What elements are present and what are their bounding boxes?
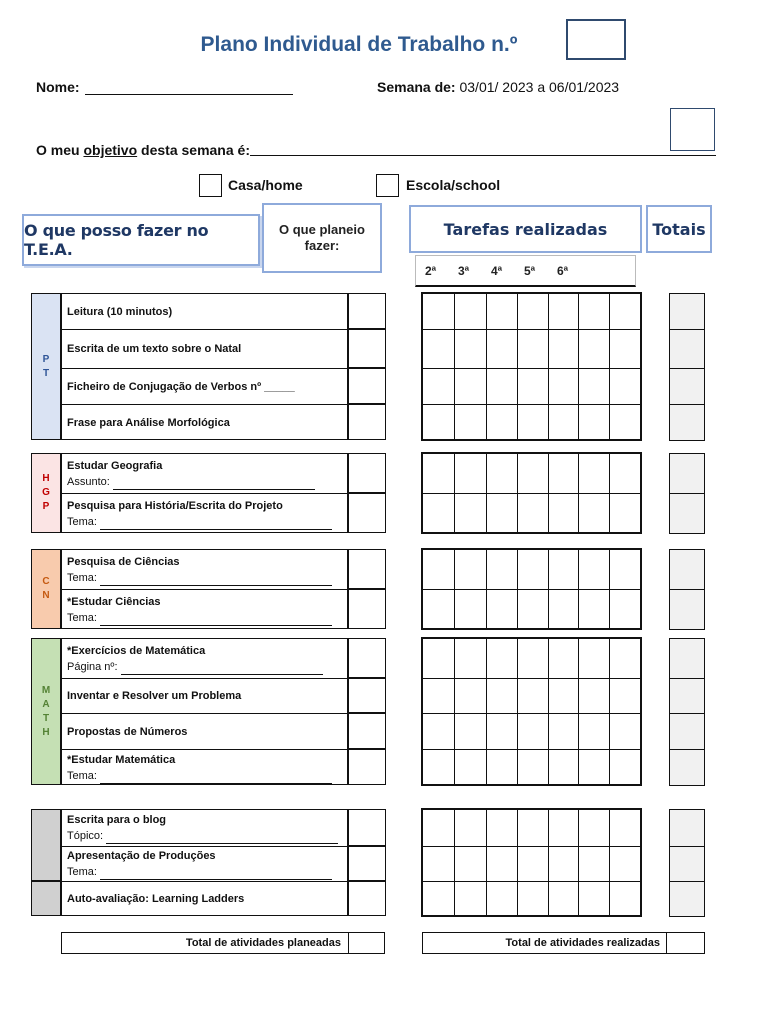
total-cell[interactable] — [669, 453, 705, 494]
task-subfield — [67, 828, 347, 844]
task-title: *Estudar Matemática — [67, 753, 176, 766]
done-grid-frame — [421, 637, 642, 786]
task-row — [61, 549, 349, 589]
task-sub-label: Tema: — [67, 866, 97, 878]
task-sub-field[interactable] — [100, 614, 332, 626]
day-label: 4ª — [491, 263, 503, 278]
plan-cell[interactable] — [349, 809, 386, 846]
total-cell[interactable] — [669, 713, 705, 750]
plan-cell[interactable] — [349, 368, 386, 404]
task-title: Pesquisa de Ciências — [67, 555, 180, 568]
task-row — [61, 493, 349, 533]
home-label: Casa/home — [228, 177, 303, 193]
plan-cell[interactable] — [349, 881, 386, 916]
task-row — [61, 404, 349, 440]
plan-number-box[interactable] — [566, 19, 626, 60]
subject-letter: M — [41, 684, 51, 696]
plan-cell[interactable] — [349, 549, 386, 589]
home-checkbox[interactable] — [199, 174, 222, 197]
total-cell[interactable] — [669, 404, 705, 441]
objective-suffix: desta semana é: — [137, 142, 250, 158]
task-subfield — [67, 474, 347, 490]
subject-letter: P — [42, 501, 50, 512]
done-total-label-box — [422, 932, 667, 954]
task-title: Ficheiro de Conjugação de Verbos nº _____ — [67, 380, 295, 393]
task-sub-field[interactable] — [100, 772, 332, 784]
task-row — [61, 678, 349, 713]
task-row — [61, 638, 349, 678]
subject-letter: H — [42, 726, 50, 738]
subject-letter: P — [42, 353, 50, 365]
done-grid-frame — [421, 292, 642, 441]
task-row — [61, 846, 349, 881]
plan-cell[interactable] — [349, 638, 386, 678]
subject-letter: A — [42, 698, 50, 710]
task-row — [61, 329, 349, 368]
task-title: Leitura (10 minutos) — [67, 305, 173, 318]
page-title: Plano Individual de Trabalho n.º — [200, 33, 518, 56]
subject-letter: C — [42, 576, 50, 587]
total-cell[interactable] — [669, 678, 705, 714]
total-cell[interactable] — [669, 881, 705, 917]
total-cell[interactable] — [669, 749, 705, 786]
subject-cell-hgp — [31, 453, 62, 533]
task-title: Frase para Análise Morfológica — [67, 416, 230, 429]
plan-header: O que planeio fazer: — [262, 203, 382, 273]
week-row — [377, 79, 619, 95]
task-sub-field[interactable] — [100, 574, 332, 586]
done-grid-frame — [421, 548, 642, 630]
task-title: *Exercícios de Matemática — [67, 644, 206, 657]
day-label: 3ª — [458, 263, 470, 278]
name-field[interactable] — [85, 81, 293, 95]
task-title: Estudar Geografia — [67, 459, 163, 472]
week-value: 03/01/ 2023 a 06/01/2023 — [459, 79, 620, 95]
weekdays-header — [415, 255, 636, 287]
done-grid-frame — [421, 808, 642, 917]
plan-cell[interactable] — [349, 493, 386, 533]
task-sub-label: Assunto: — [67, 475, 110, 488]
done-header: Tarefas realizadas — [409, 205, 642, 253]
task-subfield — [67, 514, 347, 530]
task-sub-field[interactable] — [113, 478, 315, 490]
name-label: Nome: — [36, 79, 80, 95]
objective-prefix: O meu — [36, 142, 84, 158]
task-row — [61, 589, 349, 629]
task-title: Propostas de Números — [67, 725, 188, 738]
task-subfield — [67, 610, 347, 626]
objective-field[interactable] — [250, 142, 716, 156]
task-row — [61, 809, 349, 846]
school-label: Escola/school — [406, 177, 501, 193]
objective-word: objetivo — [83, 142, 138, 158]
total-cell[interactable] — [669, 329, 705, 369]
plan-cell[interactable] — [349, 846, 386, 881]
total-cell[interactable] — [669, 638, 705, 679]
subject-letter: N — [42, 590, 50, 601]
tea-header: O que posso fazer no T.E.A. — [22, 214, 260, 266]
task-sub-field[interactable] — [100, 518, 332, 530]
subject-cell-cn — [31, 549, 62, 629]
total-cell[interactable] — [669, 368, 705, 405]
plan-cell[interactable] — [349, 589, 386, 629]
day-label: 5ª — [524, 263, 536, 278]
task-title: *Estudar Ciências — [67, 595, 161, 608]
task-subfield — [67, 864, 347, 880]
name-row — [36, 79, 293, 95]
task-title: Escrita de um texto sobre o Natal — [67, 343, 242, 355]
plan-cell[interactable] — [349, 749, 386, 785]
task-sub-field[interactable] — [106, 832, 338, 844]
planned-total-cell[interactable] — [348, 932, 385, 954]
school-checkbox[interactable] — [376, 174, 399, 197]
total-cell[interactable] — [669, 293, 705, 330]
task-row — [61, 293, 349, 329]
task-row — [61, 881, 349, 916]
done-total-label: Total de atividades realizadas — [505, 937, 660, 949]
task-row — [61, 713, 349, 749]
planned-total-label: Total de atividades planeadas — [185, 937, 341, 949]
done-grid-frame — [421, 452, 642, 534]
task-sub-field[interactable] — [100, 868, 332, 880]
task-sub-label: Página nº: — [67, 660, 118, 673]
subject-letter: H — [42, 473, 50, 484]
task-subfield — [67, 570, 347, 586]
total-cell[interactable] — [669, 549, 705, 590]
subject-letter: G — [42, 487, 50, 498]
totals-header: Totais — [646, 205, 712, 253]
day-label: 6ª — [557, 263, 569, 278]
plan-cell[interactable] — [349, 293, 386, 329]
task-title: Inventar e Resolver um Problema — [67, 690, 242, 702]
task-sub-field[interactable] — [121, 663, 323, 675]
subject-cell-other — [31, 809, 62, 881]
plan-cell[interactable] — [349, 329, 386, 368]
task-subfield — [67, 659, 347, 675]
task-title: Escrita para o blog — [67, 814, 167, 826]
task-title: Pesquisa para História/Escrita do Projeto — [67, 499, 283, 512]
objective-row — [36, 142, 716, 158]
plan-cell[interactable] — [349, 404, 386, 440]
task-sub-label: Tema: — [67, 611, 97, 624]
total-cell[interactable] — [669, 589, 705, 630]
task-row — [61, 749, 349, 785]
total-cell[interactable] — [669, 846, 705, 882]
task-row — [61, 453, 349, 493]
task-sub-label: Tema: — [67, 571, 97, 584]
plan-cell[interactable] — [349, 678, 386, 713]
total-cell[interactable] — [669, 493, 705, 534]
day-label: 2ª — [425, 263, 437, 278]
task-row — [61, 368, 349, 404]
subject-cell-pt — [31, 293, 62, 440]
task-sub-label: Tópico: — [67, 830, 104, 842]
task-subfield — [67, 768, 347, 784]
week-label: Semana de: — [377, 79, 456, 95]
task-title: Apresentação de Produções — [67, 850, 216, 862]
subject-letter: T — [42, 367, 50, 379]
task-sub-label: Tema: — [67, 515, 97, 528]
task-title: Auto-avaliação: Learning Ladders — [67, 893, 245, 905]
done-total-cell[interactable] — [666, 932, 705, 954]
subject-letter: T — [42, 712, 50, 724]
subject-cell-other — [31, 881, 62, 916]
subject-cell-math — [31, 638, 62, 785]
task-sub-label: Tema: — [67, 769, 97, 782]
total-cell[interactable] — [669, 809, 705, 847]
plan-cell[interactable] — [349, 713, 386, 749]
planned-total-label-box — [61, 932, 349, 954]
plan-cell[interactable] — [349, 453, 386, 493]
